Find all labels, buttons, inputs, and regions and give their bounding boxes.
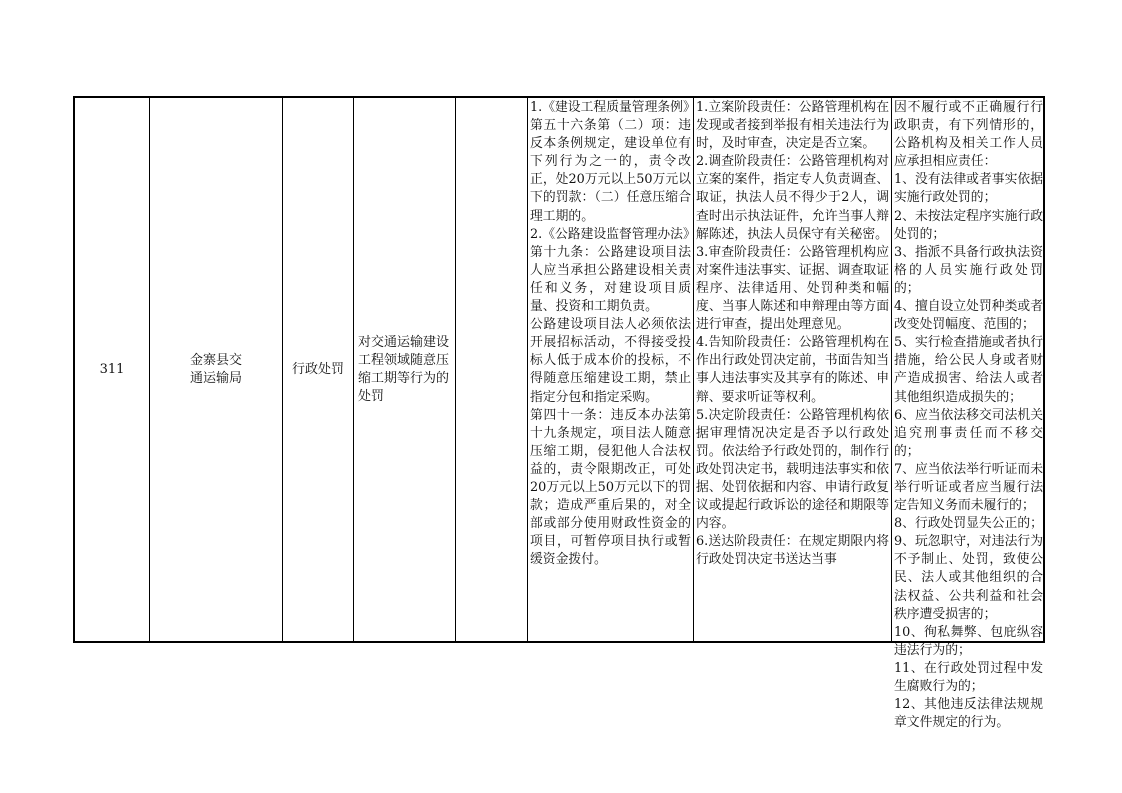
accountability-item: 7、应当依法举行听证而未举行听证或者应当履行法定告知义务而未履行的； <box>894 461 1043 514</box>
accountability-item: 9、玩忽职守，对违法行为不予制止、处罚，致使公民、法人或其他组织的合法权益、公共利益和社会秩序遭受损害的； <box>894 534 1043 622</box>
accountability-item: 5、实行检查措施或者执行措施，给公民人身或者财产造成损害、给法人或者其他组织造成损失的； <box>894 335 1043 405</box>
category-label: 行政处罚 <box>291 361 344 377</box>
accountability-item: 10、徇私舞弊、包庇纵容违法行为的； <box>894 624 1043 658</box>
responsibility-item: 3.审查阶段责任：公路管理机构应对案件违法事实、证据、调查取证程序、法律适用、处罚种类和幅度、当事人陈述和申辩理由等方面进行审查，提出处理意见。 <box>696 244 889 333</box>
accountability-item: 12、其他违反法律法规规章文件规定的行为。 <box>894 697 1043 731</box>
row-number: 311 <box>99 361 125 377</box>
department-cell <box>149 98 282 641</box>
accountability-item: 3、指派不具备行政执法资格的人员实施行政处罚的； <box>894 244 1043 296</box>
legal-basis-line: 第五十六条第（二）项：违反本条例规定，建设单位有下列行为之一的，责令改正，处20万元以上50万元以下的罚款：（二）任意压缩合理工期的。 <box>530 118 691 224</box>
legal-basis-line: 第十九条：公路建设项目法人应当承担公路建设相关责任和义务，对建设项目质量、投资和工期负责。 <box>530 244 691 315</box>
row-number-cell <box>75 98 149 641</box>
accountability-item: 8、行政处罚显失公正的； <box>894 516 1043 532</box>
accountability-cell <box>891 98 1045 731</box>
responsibility-item: 5.决定阶段责任：公路管理机构依据审理情况决定是否予以行政处罚。依法给予行政处罚的，制作行政处罚决定书，载明违法事实和依据、处罚依据和内容、申请行政复议或提起行政诉讼的途径和期限等内容。 <box>696 407 889 532</box>
item-name-cell <box>353 98 455 641</box>
accountability-item: 1、没有法律或者事实依据实施行政处罚的； <box>894 172 1043 206</box>
responsibility-item: 6.送达阶段责任：在规定期限内将行政处罚决定书送达当事 <box>696 534 889 568</box>
table-row <box>73 96 1045 731</box>
responsibility-cell <box>693 98 891 641</box>
responsibility-item: 2.调查阶段责任：公路管理机构对立案的案件，指定专人负责调查、取证，执法人员不得少于2人，调查时出示执法证件，允许当事人辩解陈述，执法人员保守有关秘密。 <box>696 154 889 242</box>
subitem-cell <box>455 98 527 641</box>
accountability-item: 11、在行政处罚过程中发生腐败行为的； <box>894 660 1043 694</box>
legal-basis-cell <box>527 98 696 641</box>
legal-basis-line: 第四十一条：违反本办法第十九条规定，项目法人随意压缩工期，侵犯他人合法权益的，责令限期改正，可处20万元以上50万元以下的罚款；造成严重后果的，对全部或部分使用财政性资金的项目，可暂停项目执行或暂缓资金拨付。 <box>530 407 691 568</box>
accountability-item: 4、擅自设立处罚种类或者改变处罚幅度、范围的； <box>894 299 1043 333</box>
responsibility-item: 1.立案阶段责任：公路管理机构在发现或者接到举报有相关违法行为时，及时审查，决定是否立案。 <box>696 100 889 152</box>
legal-basis-line: 1.《建设工程质量管理条例》 <box>530 100 696 115</box>
responsibility-item: 4.告知阶段责任：公路管理机构在作出行政处罚决定前，书面告知当事人违法事实及其享有的陈述、申辩、要求听证等权利。 <box>696 335 889 405</box>
accountability-item: 6、应当依法移交司法机关追究刑事责任而不移交的； <box>894 407 1043 459</box>
accountability-item: 因不履行或不正确履行行政职责，有下列情形的，公路机构及相关工作人员应承担相应责任： <box>894 100 1043 170</box>
legal-basis-line: 2.《公路建设监督管理办法》 <box>530 226 696 242</box>
department-name: 金寨县交通运输局 <box>189 352 242 386</box>
accountability-item: 2、未按法定程序实施行政处罚的； <box>894 208 1043 242</box>
item-name: 对交通运输建设工程领域随意压缩工期等行为的处罚 <box>358 334 450 404</box>
category-cell <box>282 98 353 641</box>
legal-basis-line: 公路建设项目法人必须依法开展招标活动，不得接受投标人低于成本价的投标，不得随意压缩建设工期，禁止指定分包和指定采购。 <box>530 317 691 405</box>
